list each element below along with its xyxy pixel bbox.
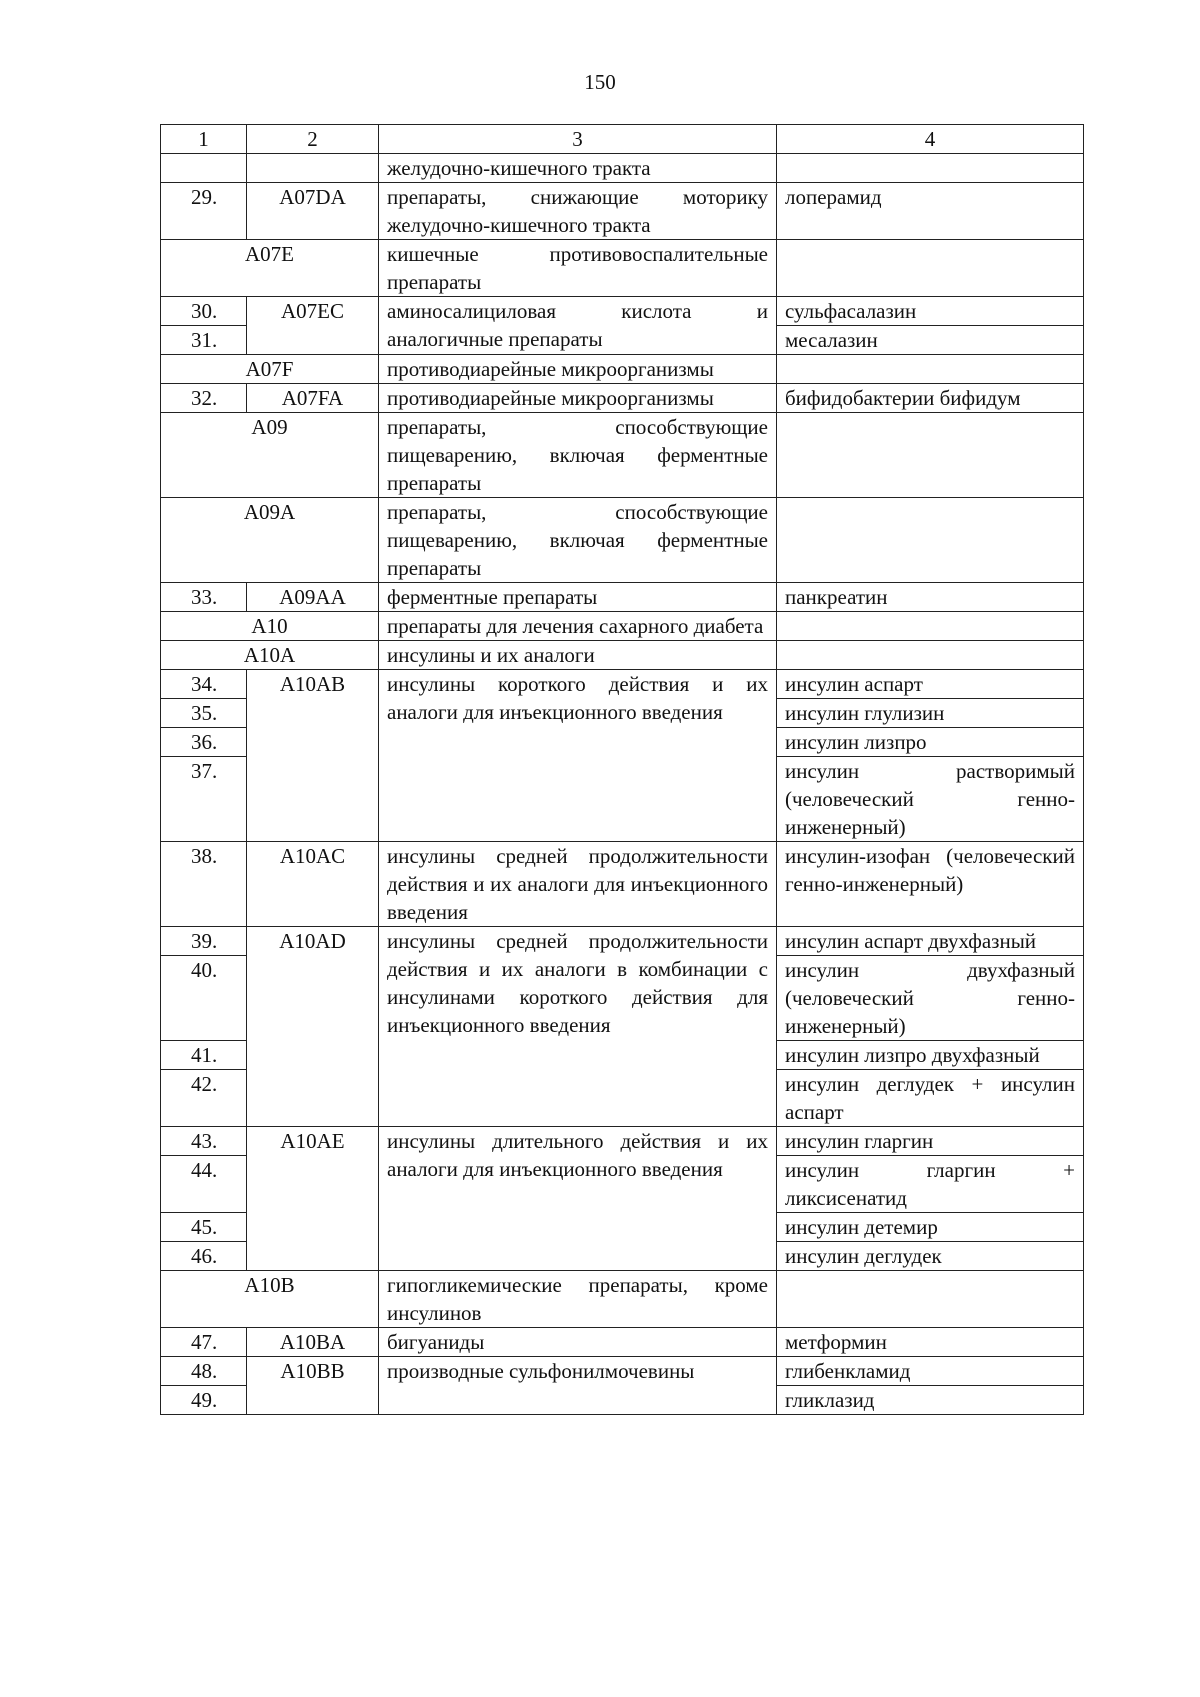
table-row — [161, 927, 1084, 956]
drug-name — [777, 1271, 1084, 1328]
row-number: 29. — [161, 183, 247, 240]
atc-code: A10AC — [247, 842, 379, 927]
drug-name: инсулин аспарт двухфазный — [777, 927, 1084, 956]
row-number — [161, 154, 247, 183]
drug-name: месалазин — [777, 326, 1084, 355]
atc-code: A07FA — [247, 384, 379, 413]
atc-code: A09A — [161, 498, 379, 583]
drug-name: инсулин гларгин + ликсисенатид — [777, 1156, 1084, 1213]
atc-code: A07F — [161, 355, 379, 384]
group-description: инсулины короткого действия и их аналоги для инъекционного введения — [379, 670, 777, 842]
row-number: 48. — [161, 1357, 247, 1386]
atc-code: A07EC — [247, 297, 379, 355]
row-number: 32. — [161, 384, 247, 413]
table-row — [161, 154, 1084, 183]
atc-code: A10BB — [247, 1357, 379, 1415]
table-row — [161, 612, 1084, 641]
drug-name: панкреатин — [777, 583, 1084, 612]
group-description: противодиарейные микроорганизмы — [379, 384, 777, 413]
atc-code: A07DA — [247, 183, 379, 240]
row-number: 36. — [161, 728, 247, 757]
row-number: 47. — [161, 1328, 247, 1357]
atc-code: A10 — [161, 612, 379, 641]
drug-name: глибенкламид — [777, 1357, 1084, 1386]
group-description: противодиарейные микроорганизмы — [379, 355, 777, 384]
group-description: кишечные противовоспалительные препараты — [379, 240, 777, 297]
drug-name: бифидобактерии бифидум — [777, 384, 1084, 413]
drug-name — [777, 355, 1084, 384]
row-number: 41. — [161, 1041, 247, 1070]
row-number: 34. — [161, 670, 247, 699]
drug-name — [777, 413, 1084, 498]
group-description: ферментные препараты — [379, 583, 777, 612]
drug-name: инсулин детемир — [777, 1213, 1084, 1242]
row-number: 37. — [161, 757, 247, 842]
drug-name: инсулин аспарт — [777, 670, 1084, 699]
table-row — [161, 641, 1084, 670]
drug-name: сульфасалазин — [777, 297, 1084, 326]
row-number: 43. — [161, 1127, 247, 1156]
table-row — [161, 355, 1084, 384]
drug-name: инсулин лизпро — [777, 728, 1084, 757]
table-row — [161, 297, 1084, 326]
drug-name: инсулин лизпро двухфазный — [777, 1041, 1084, 1070]
group-description: инсулины средней продолжительности действия и их аналоги для инъекционного введения — [379, 842, 777, 927]
table-row — [161, 498, 1084, 583]
table-row — [161, 1127, 1084, 1156]
row-number: 42. — [161, 1070, 247, 1127]
drug-name: инсулин двухфазный (человеческий генно-инженерный) — [777, 956, 1084, 1041]
group-description: бигуаниды — [379, 1328, 777, 1357]
group-description: инсулины длительного действия и их аналоги для инъекционного введения — [379, 1127, 777, 1271]
drug-name: инсулин-изофан (человеческий генно-инженерный) — [777, 842, 1084, 927]
row-number: 33. — [161, 583, 247, 612]
row-number: 30. — [161, 297, 247, 326]
table-row — [161, 413, 1084, 498]
group-description: аминосалициловая кислота и аналогичные препараты — [379, 297, 777, 355]
drug-name: инсулин деглудек — [777, 1242, 1084, 1271]
group-description: инсулины и их аналоги — [379, 641, 777, 670]
group-description: гипогликемические препараты, кроме инсулинов — [379, 1271, 777, 1328]
table-row — [161, 240, 1084, 297]
table-row — [161, 183, 1084, 240]
atc-code: A10A — [161, 641, 379, 670]
header-col-2: 2 — [247, 125, 379, 154]
row-number: 49. — [161, 1386, 247, 1415]
table-row — [161, 583, 1084, 612]
drug-name: лоперамид — [777, 183, 1084, 240]
group-description: инсулины средней продолжительности действия и их аналоги в комбинации с инсулинами короткого действия для инъекционного введения — [379, 927, 777, 1127]
drug-name: инсулин гларгин — [777, 1127, 1084, 1156]
group-description: препараты, способствующие пищеварению, включая ферментные препараты — [379, 413, 777, 498]
table-row — [161, 1328, 1084, 1357]
group-description: производные сульфонилмочевины — [379, 1357, 777, 1415]
row-number: 39. — [161, 927, 247, 956]
atc-code: A10B — [161, 1271, 379, 1328]
row-number: 40. — [161, 956, 247, 1041]
table-row — [161, 670, 1084, 699]
drug-classification-table — [160, 124, 1084, 1415]
atc-code: A10AD — [247, 927, 379, 1127]
drug-name: гликлазид — [777, 1386, 1084, 1415]
table-row — [161, 1357, 1084, 1386]
atc-code: A10AB — [247, 670, 379, 842]
page-number: 150 — [584, 70, 616, 94]
atc-code: A10AE — [247, 1127, 379, 1271]
atc-code — [247, 154, 379, 183]
row-number: 45. — [161, 1213, 247, 1242]
atc-code: A07E — [161, 240, 379, 297]
drug-name: инсулин растворимый (человеческий генно-инженерный) — [777, 757, 1084, 842]
drug-name — [777, 240, 1084, 297]
drug-name — [777, 612, 1084, 641]
drug-name — [777, 498, 1084, 583]
group-description: желудочно-кишечного тракта — [379, 154, 777, 183]
atc-code: A09 — [161, 413, 379, 498]
row-number: 35. — [161, 699, 247, 728]
row-number: 44. — [161, 1156, 247, 1213]
drug-name: метформин — [777, 1328, 1084, 1357]
header-row — [161, 125, 1084, 154]
atc-code: A09AA — [247, 583, 379, 612]
atc-code: A10BA — [247, 1328, 379, 1357]
row-number: 31. — [161, 326, 247, 355]
group-description: препараты для лечения сахарного диабета — [379, 612, 777, 641]
group-description: препараты, снижающие моторику желудочно-кишечного тракта — [379, 183, 777, 240]
row-number: 38. — [161, 842, 247, 927]
table-row — [161, 842, 1084, 927]
header-col-1: 1 — [161, 125, 247, 154]
drug-name — [777, 641, 1084, 670]
drug-name: инсулин глулизин — [777, 699, 1084, 728]
table-row — [161, 384, 1084, 413]
group-description: препараты, способствующие пищеварению, включая ферментные препараты — [379, 498, 777, 583]
header-col-3: 3 — [379, 125, 777, 154]
table-row — [161, 1271, 1084, 1328]
drug-name — [777, 154, 1084, 183]
drug-name: инсулин деглудек + инсулин аспарт — [777, 1070, 1084, 1127]
row-number: 46. — [161, 1242, 247, 1271]
header-col-4: 4 — [777, 125, 1084, 154]
